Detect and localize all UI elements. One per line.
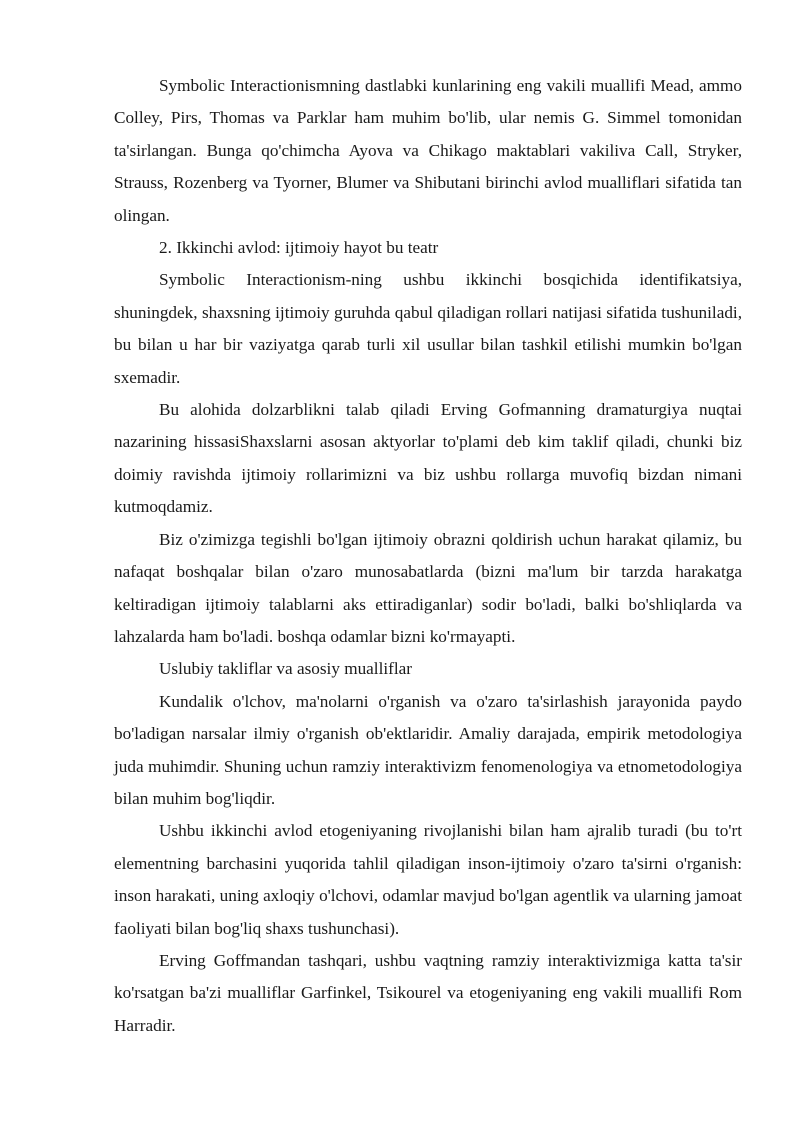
- section-heading-methodology: Uslubiy takliflar va asosiy mualliflar: [159, 659, 412, 679]
- paragraph-other-authors: Erving Goffmandan tashqari, ushbu vaqtning ramziy interaktivizmiga katta ta'sir ko'rsatgan ba'zi mualliflar Garfinkel, Tsikourel va etogeniyaning eng vakili muallifi Rom Harradir.: [114, 950, 742, 1035]
- paragraph-goffman-dramaturgy: Bu alohida dolzarblikni talab qiladi Erving Gofmanning dramaturgiya nuqtai nazarining hissasiShaxslarni asosan aktyorlar to'plami deb kim taklif qiladi, chunki biz doimiy ravishda ijtimoiy rollarimizni va biz ushbu rollarga muvofiq bizdan nimani kutmoqdamiz.: [114, 400, 742, 517]
- paragraph-social-image: Biz o'zimizga tegishli bo'lgan ijtimoiy obrazni qoldirish uchun harakat qilamiz, bu nafaqat boshqalar bilan o'zaro munosabatlarda (bizni ma'lum bir tarzda harakatga keltiradigan ijtimoiy talablarni aks ettiradiganlar) sodir bo'ladi, balki bo'shliqlarda va lahzalarda ham bo'ladi. boshqa odamlar bizni ko'rmayapti.: [114, 529, 742, 646]
- section-heading-second-generation: 2. Ikkinchi avlod: ijtimoiy hayot bu teatr: [159, 238, 439, 258]
- paragraph-identity-roles: Symbolic Interactionism-ning ushbu ikkinchi bosqichida identifikatsiya, shuningdek, shaxsning ijtimoiy guruhda qabul qiladigan rollari natijasi sifatida tushuniladi, bu bilan u har bir vaziyatga qarab turli xil usullar bilan tashkil etilishi mumkin bo'lgan sxemadir.: [114, 270, 742, 387]
- paragraph-methodology: Kundalik o'lchov, ma'nolarni o'rganish va o'zaro ta'sirlashish jarayonida paydo bo'ladigan narsalar ilmiy o'rganish ob'ektlaridir. Amaliy darajada, empirik metodologiya juda muhimdir. Shuning uchun ramziy interaktivizm fenomenologiya va etnometodologiya bilan muhim bog'liqdir.: [114, 691, 742, 808]
- paragraph-first-generation-authors: Symbolic Interactionismning dastlabki kunlarining eng vakili muallifi Mead, ammo Colley, Pirs, Thomas va Parklar ham muhim bo'lib, ular nemis G. Simmel tomonidan ta'sirlangan. Bunga qo'chimcha Ayova va Chikago maktablari vakiliva Call, Stryker, Strauss, Rozenberg va Tyorner, Blumer va Shibutani birinchi avlod mualliflari sifatida tan olingan.: [114, 76, 742, 225]
- document-body: [114, 70, 742, 1042]
- paragraph-ethogeny: Ushbu ikkinchi avlod etogeniyaning rivojlanishi bilan ham ajralib turadi (bu to'rt elementning barchasini yuqorida tahlil qiladigan inson-ijtimoiy o'zaro ta'sirni o'rganish: inson harakati, uning axloqiy o'lchovi, odamlar mavjud bo'lgan agentlik va ularning jamoat faoliyati bilan bog'liq shaxs tushunchasi).: [114, 821, 742, 938]
